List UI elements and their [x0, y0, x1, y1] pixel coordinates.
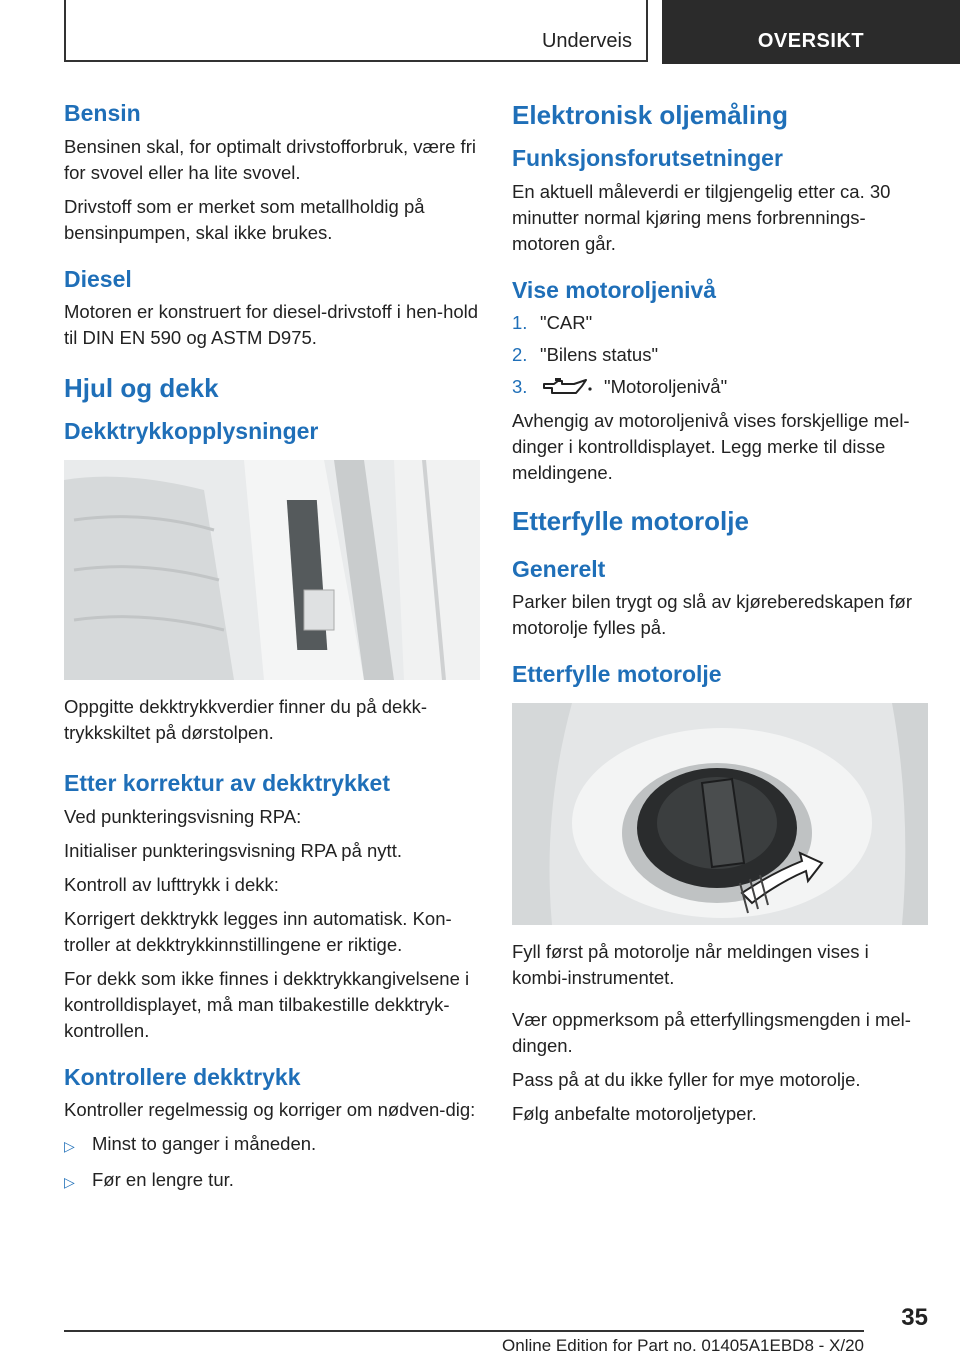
vise-text-1: Avhengig av motoroljenivå vises forskjellige mel-dinger i kontrolldisplayet. Legg merke til disse meldingene.	[512, 410, 910, 484]
list-item	[512, 342, 928, 368]
diesel-text-1: Motoren er konstruert for diesel-drivstoff i hen-hold til DIN EN 590 og ASTM D975.	[64, 301, 479, 349]
door-pillar-image	[64, 460, 480, 680]
footer-divider	[64, 1330, 864, 1332]
fyll-text-3: Pass på at du ikke fyller for mye motorolje.	[512, 1068, 861, 1090]
step-text: "Motoroljenivå"	[604, 376, 728, 398]
generelt-text-1: Parker bilen trygt og slå av kjøreberedskapen før motorolje fylles på.	[512, 591, 912, 639]
footer-edition: Online Edition for Part no. 01405A1EBD8 - X/20	[502, 1336, 864, 1355]
step-number: 2.	[512, 344, 528, 366]
kontroll-text-1: Kontroller regelmessig og korriger om nødven-dig:	[64, 1099, 476, 1121]
heading-etter-korrektur: Etter korrektur av dekktrykket	[64, 769, 390, 796]
heading-hjul-og-dekk: Hjul og dekk	[64, 373, 219, 404]
fyll-text-1: Fyll først på motorolje når meldingen vises i kombi-instrumentet.	[512, 940, 869, 988]
dekk-info-text-1: Oppgitte dekktrykkverdier finner du på dekk-trykkskiltet på dørstolpen.	[64, 695, 427, 743]
etter-text-2: Initialiser punkteringsvisning RPA på nytt.	[64, 839, 402, 861]
funk-text-1: En aktuell måleverdi er tilgjengelig etter ca. 30 minutter normal kjøring mens forbrennings-motoren går.	[512, 180, 891, 254]
list-item	[64, 1131, 480, 1159]
right-column	[512, 100, 928, 1135]
step-text: "Bilens status"	[540, 344, 659, 366]
heading-kontrollere-dekktrykk: Kontrollere dekktrykk	[64, 1063, 301, 1090]
heading-dekktrykkopplysninger: Dekktrykkopplysninger	[64, 418, 319, 445]
tab-underveis-label: Underveis	[541, 30, 632, 52]
page-number: 35	[901, 1304, 928, 1331]
list-item	[512, 374, 928, 400]
etter-text-4: Korrigert dekktrykk legges inn automatisk. Kon-troller at dekktrykkinnstillingene er riktige.	[64, 907, 452, 955]
triangle-bullet-icon: ▷	[64, 1174, 75, 1191]
etter-text-3: Kontroll av lufttrykk i dekk:	[64, 873, 279, 895]
step-number: 3.	[512, 376, 528, 398]
tab-oversikt[interactable]	[662, 0, 960, 64]
oil-filler-cap-image	[512, 703, 928, 925]
heading-bensin: Bensin	[64, 100, 141, 126]
heading-generelt: Generelt	[512, 555, 606, 582]
tab-underveis[interactable]	[64, 0, 648, 62]
fyll-text-2: Vær oppmerksom på etterfyllingsmengden i mel-dingen.	[512, 1008, 911, 1056]
bensin-text-1: Bensinen skal, for optimalt drivstofforbruk, være fri for svovel eller ha lite svovel.	[64, 135, 476, 183]
heading-vise-motoroljeniva: Vise motoroljenivå	[512, 276, 717, 303]
list-item	[512, 310, 928, 336]
oil-can-icon	[540, 377, 596, 397]
bullet-text: Minst to ganger i måneden.	[92, 1133, 317, 1155]
step-number: 1.	[512, 312, 528, 334]
bullet-text: Før en lengre tur.	[92, 1169, 234, 1191]
step-list	[512, 310, 928, 400]
fyll-text-4: Følg anbefalte motoroljetyper.	[512, 1102, 757, 1124]
heading-etterfylle-sub: Etterfylle motorolje	[512, 661, 722, 688]
top-navigation	[64, 0, 960, 64]
heading-funksjonsforutsetninger: Funksjonsforutsetninger	[512, 145, 783, 172]
door-pillar-illustration	[64, 460, 480, 680]
etter-text-5: For dekk som ikke finnes i dekktrykkangivelsene i kontrolldisplayet, må man tilbakestille dekktryk-kontrollen.	[64, 967, 470, 1041]
bensin-text-2: Drivstoff som er merket som metallholdig på bensinpumpen, skal ikke brukes.	[64, 195, 425, 243]
list-item	[64, 1167, 480, 1195]
heading-diesel: Diesel	[64, 265, 132, 292]
step-text: "CAR"	[540, 312, 593, 334]
heading-etterfylle-motorolje: Etterfylle motorolje	[512, 506, 749, 537]
oil-filler-cap-illustration	[512, 703, 928, 925]
left-column	[64, 100, 480, 1203]
triangle-bullet-icon: ▷	[64, 1138, 75, 1155]
etter-text-1: Ved punkteringsvisning RPA:	[64, 805, 302, 827]
heading-elektronisk-oljemaling: Elektronisk oljemåling	[512, 100, 788, 130]
kontroll-bullet-list	[64, 1131, 480, 1195]
tab-oversikt-label: OVERSIKT	[757, 30, 865, 52]
